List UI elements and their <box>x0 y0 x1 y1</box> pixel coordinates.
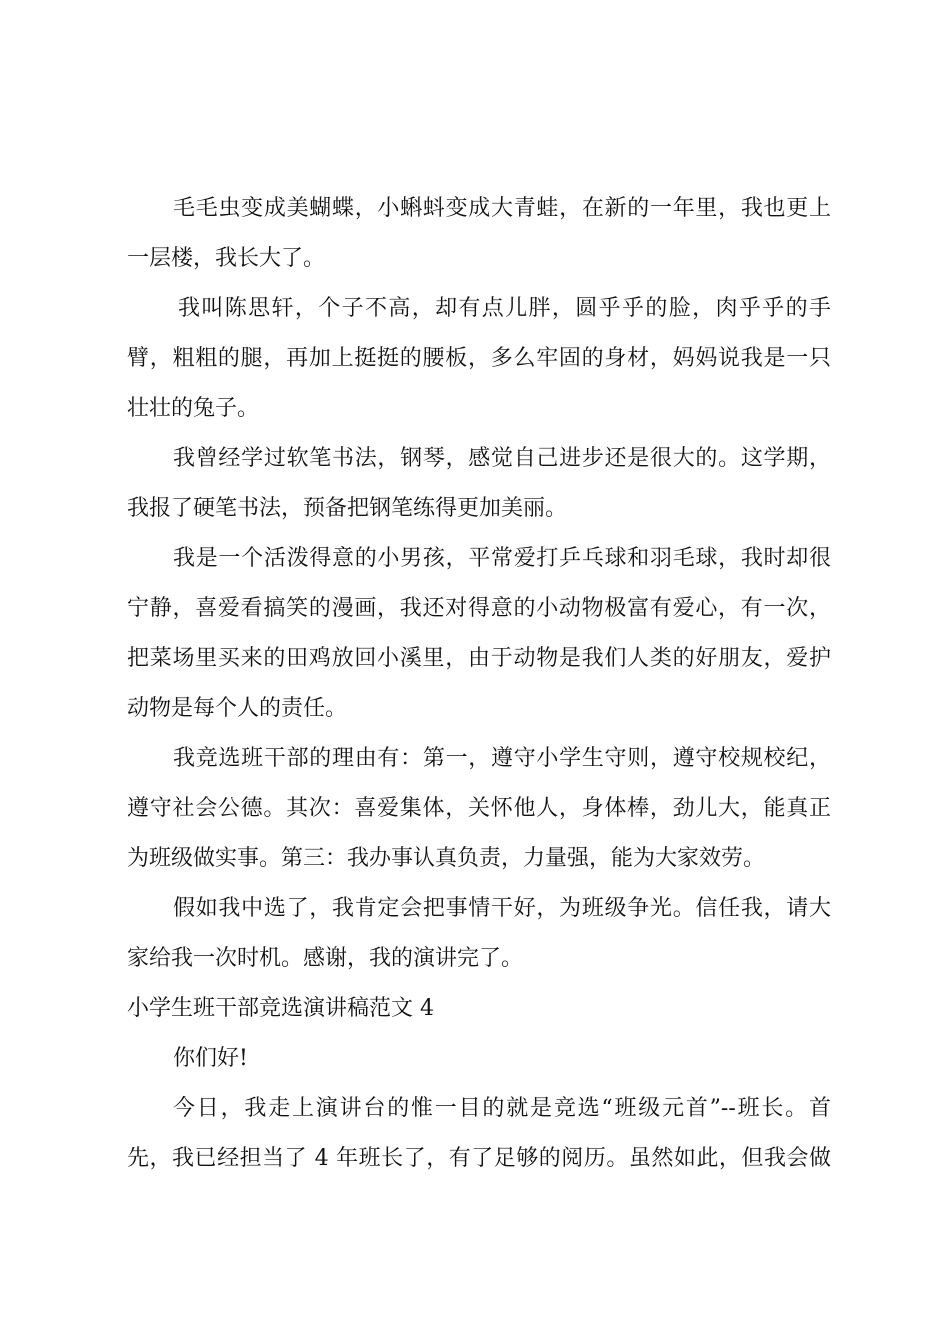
text-line: 假如我中选了，我肯定会把事情干好，为班级争光。信任我，请大 <box>173 896 831 921</box>
text-line: 把菜场里买来的田鸡放回小溪里，由于动物是我们人类的好朋友，爱护 <box>127 646 831 671</box>
text-line: 我报了硬笔书法，预备把钢笔练得更加美丽。 <box>127 496 568 521</box>
text-line: 臂，粗粗的腿，再加上挺挺的腰板，多么牢固的身材，妈妈说我是一只 <box>127 346 831 371</box>
text-line: 毛毛虫变成美蝴蝶，小蝌蚪变成大青蛙，在新的一年里，我也更上 <box>173 196 831 221</box>
text-line: 为班级做实事。第三：我办事认真负责，力量强，能为大家效劳。 <box>127 846 766 871</box>
text-line: 宁静，喜爱看搞笑的漫画，我还对得意的小动物极富有爱心，有一次， <box>127 596 831 621</box>
text-line: 今日，我走上演讲台的惟一目的就是竞选“班级元首”--班长。首 <box>173 1096 831 1121</box>
text-line: 家给我一次时机。感谢，我的演讲完了。 <box>127 946 524 971</box>
text-line: 一层楼，我长大了。 <box>127 246 326 271</box>
text-line: 遵守社会公德。其次：喜爱集体，关怀他人，身体棒，劲儿大，能真正 <box>127 796 831 821</box>
section-heading: 小学生班干部竞选演讲稿范文 4 <box>127 996 434 1021</box>
text-line: 我是一个活泼得意的小男孩，平常爱打乒乓球和羽毛球，我时却很 <box>173 546 831 571</box>
text-line: 动物是每个人的责任。 <box>127 696 348 721</box>
text-line: 我曾经学过软笔书法，钢琴，感觉自己进步还是很大的。这学期， <box>173 446 831 471</box>
text-line: 你们好! <box>173 1046 248 1071</box>
text-line: 我叫陈思轩，个子不高，却有点儿胖，圆乎乎的脸，肉乎乎的手 <box>178 296 831 321</box>
text-line: 先，我已经担当了 4 年班长了，有了足够的阅历。虽然如此，但我会做 <box>127 1146 831 1171</box>
text-line: 我竞选班干部的理由有：第一，遵守小学生守则，遵守校规校纪， <box>173 746 831 771</box>
text-line: 壮壮的兔子。 <box>127 396 260 421</box>
